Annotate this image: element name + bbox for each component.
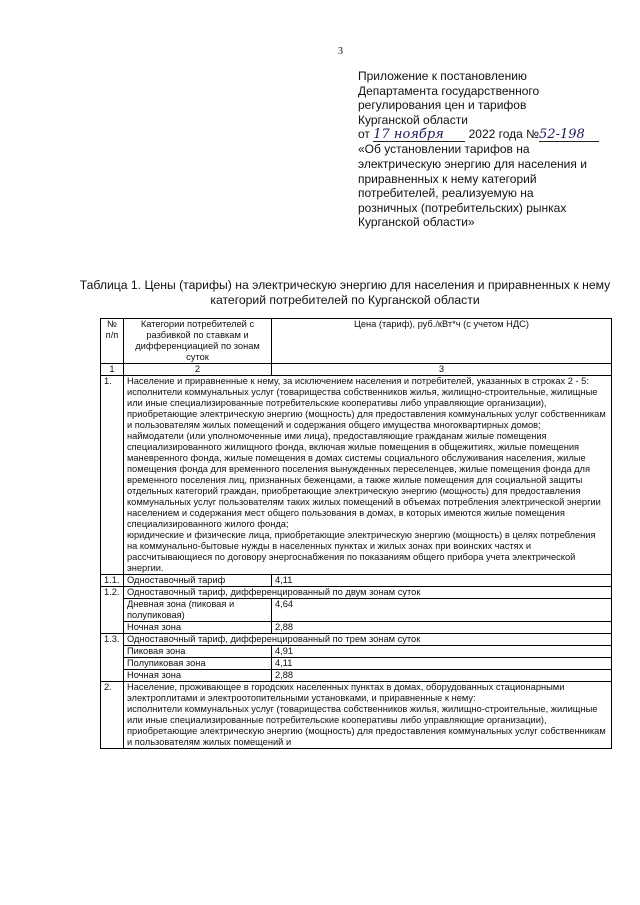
appendix-title-line: приравненных к нему категорий xyxy=(358,171,537,186)
zone-label: Полупиковая зона xyxy=(124,658,272,670)
table-title: Таблица 1. Цены (тарифы) на электрическую энергию для населения и приравненных к нему категорий потребителей по Курганской области xyxy=(79,278,611,307)
zone-value: 2,88 xyxy=(272,622,612,634)
zone-label: Пиковая зона xyxy=(124,646,272,658)
appendix-line: Курганской области xyxy=(358,112,468,127)
row-value: 4,11 xyxy=(272,575,612,587)
zone-value: 4,11 xyxy=(272,658,612,670)
table-row xyxy=(101,622,612,634)
table-row xyxy=(101,646,612,658)
zone-label: Ночная зона xyxy=(124,670,272,682)
table-row xyxy=(101,587,612,599)
tariff-table xyxy=(100,318,612,749)
row-num: 1. xyxy=(101,376,124,575)
appendix-title-line: потребителей, реализуемую на xyxy=(358,186,534,201)
row-label: Одноставочный тариф, дифференцированный по трем зонам суток xyxy=(124,634,612,646)
zone-value: 4,64 xyxy=(272,599,612,622)
row-num: 1.1. xyxy=(101,575,124,587)
row-description xyxy=(124,682,612,749)
appendix-title-line: электрическую энергию для населения и xyxy=(358,156,587,171)
table-row xyxy=(101,682,612,749)
row-num: 1.2. xyxy=(101,587,124,634)
table-row xyxy=(101,634,612,646)
date-prefix: от xyxy=(358,127,370,142)
appendix-title-line: розничных (потребительских) рынках xyxy=(358,200,567,215)
column-number: 2 xyxy=(124,364,272,376)
date-year: 2022 года № xyxy=(468,127,540,142)
handwritten-date: 17 ноября xyxy=(373,128,465,142)
zone-value: 4,91 xyxy=(272,646,612,658)
appendix-line: Приложение к постановлению xyxy=(358,69,527,83)
table-row xyxy=(101,376,612,575)
header-price: Цена (тариф), руб./кВт*ч (с учетом НДС) xyxy=(272,319,612,364)
table-row xyxy=(101,670,612,682)
row-label: Одноставочный тариф xyxy=(124,575,272,587)
description-paragraph: юридические и физические лица, приобретающие электрическую энергию (мощность) в целях потребления на коммунально-бытовые нужды в населенных пунктах и жилых зонах при воинских частях и рассчитывающиеся по договору энергоснабжения по показаниям общего прибора учета электрической энергии. xyxy=(127,530,596,573)
column-number: 1 xyxy=(101,364,124,376)
description-paragraph: исполнители коммунальных услуг (товарищества собственников жилья, жилищно-строительные, жилищные или иные специализированные потребительские кооперативы либо управляющие организации), приобретающие электрическую энергию (мощность) для предоставления коммунальных услуг собственникам и пользователям жилых помещений и xyxy=(127,704,606,747)
zone-label: Ночная зона xyxy=(124,622,272,634)
appendix-block xyxy=(358,69,633,230)
appendix-line: регулирования цен и тарифов xyxy=(358,98,527,113)
page-number: 3 xyxy=(338,46,343,57)
table-header-row xyxy=(101,319,612,364)
column-number-row xyxy=(101,364,612,376)
appendix-line: Департамента государственного xyxy=(358,83,540,98)
header-num: № п/п xyxy=(101,319,124,364)
zone-value: 2,88 xyxy=(272,670,612,682)
handwritten-number: 52-198 xyxy=(539,128,599,142)
appendix-title-line: «Об установлении тарифов на xyxy=(358,142,530,157)
appendix-date-line xyxy=(358,127,633,142)
description-paragraph: Население, проживающее в городских населенных пунктах в домах, оборудованных стационарными электроплитами и электроотопительными установками, и приравненные к нему: xyxy=(127,682,565,703)
column-number: 3 xyxy=(272,364,612,376)
row-num: 1.3. xyxy=(101,634,124,682)
zone-label: Дневная зона (пиковая и полупиковая) xyxy=(124,599,272,622)
table-row xyxy=(101,575,612,587)
header-category: Категории потребителей с разбивкой по ставкам и дифференциацией по зонам суток xyxy=(124,319,272,364)
description-paragraph: Население и приравненные к нему, за исключением населения и потребителей, указанных в строках 2 - 5: xyxy=(127,376,589,386)
description-paragraph: исполнители коммунальных услуг (товарищества собственников жилья, жилищно-строительные, жилищные или иные специализированные потребительские кооперативы либо управляющие организации), приобретающие электрическую энергию (мощность) для предоставления коммунальных услуг собственникам и пользователям жилых помещений и содержания общего имущества многоквартирных домов; xyxy=(127,387,606,430)
row-description xyxy=(124,376,612,575)
table-row xyxy=(101,658,612,670)
row-label: Одноставочный тариф, дифференцированный по двум зонам суток xyxy=(124,587,612,599)
table-row xyxy=(101,599,612,622)
appendix-title-line: Курганской области» xyxy=(358,215,475,230)
description-paragraph: наймодатели (или уполномоченные ими лица), предоставляющие гражданам жилые помещения специализированного жилищного фонда, включая жилые помещения в общежитиях, жилые помещения маневренного фонда, жилые помещения в домах системы социального обслуживания населения, жилые помещения фонда для временного поселения вынужденных переселенцев, жилые помещения фонда для временного поселения лиц, признанных беженцами, а также жилые помещения для социальной защиты отдельных категорий граждан, приобретающие электрическую энергию (мощность) для предоставления коммунальных услуг пользователям таких жилых помещений в объемах потребления электрической энергии населением и содержания мест общего пользования в домах, в которых имеются жилые помещения специализированного жилого фонда; xyxy=(127,431,601,529)
row-num: 2. xyxy=(101,682,124,749)
